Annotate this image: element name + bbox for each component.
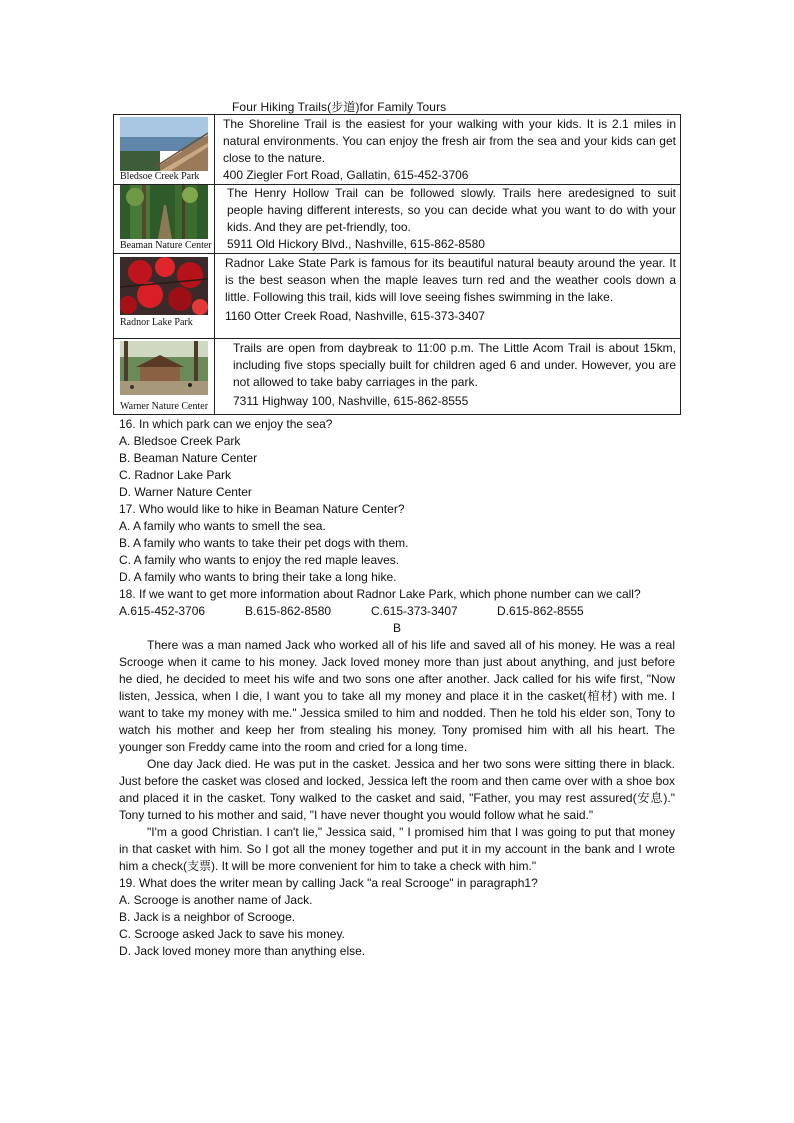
q16-option-b: B. Beaman Nature Center bbox=[119, 451, 258, 465]
question-18: 18. If we want to get more information about Radnor Lake Park, which phone number can we call? bbox=[119, 587, 641, 601]
q19-option-b: B. Jack is a neighbor of Scrooge. bbox=[119, 910, 296, 924]
trail-photo-caption: Bledsoe Creek Park bbox=[120, 171, 200, 182]
trail-description: The Shoreline Trail is the easiest for your walking with your kids. It is 2.1 miles in natural environments. You can enjoy the fresh air from the sea and your kids can get close to the nature. bbox=[223, 117, 676, 165]
trail-address: 5911 Old Hickory Blvd., Nashville, 615-862-8580 bbox=[227, 237, 485, 251]
trail-address: 7311 Highway 100, Nashville, 615-862-8555 bbox=[233, 394, 469, 408]
q17-option-d: D. A family who wants to bring their take a long hike. bbox=[119, 570, 397, 584]
q19-option-a: A. Scrooge is another name of Jack. bbox=[119, 893, 313, 907]
red-maple-leaves-photo bbox=[120, 257, 208, 315]
trail-photo-cell bbox=[114, 339, 215, 415]
q18-option-c: C.615-373-3407 bbox=[371, 604, 458, 618]
trail-description: The Henry Hollow Trail can be followed slowly. Trails here aredesigned to suit people having different interests, so you can decide what you want to do with your kids. And they are pet-friendly, too. bbox=[227, 186, 676, 234]
trail-address: 1160 Otter Creek Road, Nashville, 615-373-3407 bbox=[225, 309, 485, 323]
trail-info bbox=[215, 254, 681, 339]
trail-row bbox=[114, 254, 681, 339]
trail-address: 400 Ziegler Fort Road, Gallatin, 615-452-3706 bbox=[223, 168, 469, 182]
trail-photo-cell bbox=[114, 185, 215, 254]
passage-paragraph: There was a man named Jack who worked all of his life and saved all of his money. He was a real Scrooge when it came to his money. Jack loved money more than just about anything, and just before he died, he decided to meet his wife and two sons one after another. Jack called for his wife first, "Now listen, Jessica, when I die, I want you to take all my money and place it in the casket(棺材) with me. I want to take my money with me." Jessica smiled to him and nodded. Then he told his elder son, Tony to watch his mother and keep her from stealing his money. Tony promised him with all his heart. The younger son Freddy came into the room and cried for a long time. bbox=[119, 638, 675, 754]
q16-option-d: D. Warner Nature Center bbox=[119, 485, 252, 499]
q18-option-b: B.615-862-8580 bbox=[245, 604, 332, 618]
q17-option-c: C. A family who wants to enjoy the red maple leaves. bbox=[119, 553, 400, 567]
passage-paragraph: "I'm a good Christian. I can't lie," Jessica said, " I promised him that I was going to put that money in that casket with him. So I got all the money together and put it in my account in the bank and I wrote him a check(支票). It will be more convenient for him to take a check with him." bbox=[119, 825, 675, 873]
nature-center-cabin-photo bbox=[120, 341, 208, 395]
trail-description: Radnor Lake State Park is famous for its beautiful natural beauty around the year. It is the best season when the maple leaves turn red and the weather cools down a little. Following this trail, kids will love seeing fishes swimming in the lake. bbox=[225, 256, 676, 304]
trail-photo-cell bbox=[114, 254, 215, 339]
trail-photo-caption: Warner Nature Center bbox=[120, 401, 209, 412]
q19-option-c: C. Scrooge asked Jack to save his money. bbox=[119, 927, 345, 941]
section-heading-b: B bbox=[392, 621, 401, 635]
q18-option-d: D.615-862-8555 bbox=[497, 604, 584, 618]
q17-option-b: B. A family who wants to take their pet dogs with them. bbox=[119, 536, 409, 550]
question-17: 17. Who would like to hike in Beaman Nature Center? bbox=[119, 502, 405, 516]
q16-option-a: A. Bledsoe Creek Park bbox=[119, 434, 241, 448]
shoreline-boardwalk-photo bbox=[120, 117, 208, 171]
trail-info bbox=[215, 339, 681, 415]
q18-option-a: A.615-452-3706 bbox=[119, 604, 206, 618]
trail-photo-cell bbox=[114, 115, 215, 185]
document-title: Four Hiking Trails(步道)for Family Tours bbox=[232, 100, 447, 114]
trail-row bbox=[114, 339, 681, 415]
question-19: 19. What does the writer mean by calling Jack "a real Scrooge" in paragraph1? bbox=[119, 876, 538, 890]
passage-paragraph: One day Jack died. He was put in the casket. Jessica and her two sons were sitting there in black. Just before the casket was closed and locked, Jessica left the room and then came over with a shoe box and placed it in the casket. Tony walked to the casket and said, "Father, you may rest assured(安息)." Tony turned to his mother and said, "I have never thought you would follow what he said." bbox=[119, 757, 675, 822]
trail-row bbox=[114, 115, 681, 185]
trail-photo-caption: Beaman Nature Center bbox=[120, 240, 212, 251]
trail-info bbox=[215, 115, 681, 185]
trail-row bbox=[114, 185, 681, 254]
question-16: 16. In which park can we enjoy the sea? bbox=[119, 417, 333, 431]
q19-option-d: D. Jack loved money more than anything else. bbox=[119, 944, 366, 958]
forest-trail-photo bbox=[120, 185, 208, 239]
questions-and-passage bbox=[119, 416, 675, 960]
trail-photo-caption: Radnor Lake Park bbox=[120, 317, 193, 328]
q17-option-a: A. A family who wants to smell the sea. bbox=[119, 519, 326, 533]
q16-option-c: C. Radnor Lake Park bbox=[119, 468, 232, 482]
trails-table bbox=[113, 114, 681, 415]
trail-info bbox=[215, 185, 681, 254]
trail-description: Trails are open from daybreak to 11:00 p.m. The Little Acom Trail is about 15km, including five stops specially built for children aged 6 and under. However, you are not allowed to take baby carriages in the park. bbox=[233, 341, 676, 389]
q18-options bbox=[119, 603, 675, 620]
